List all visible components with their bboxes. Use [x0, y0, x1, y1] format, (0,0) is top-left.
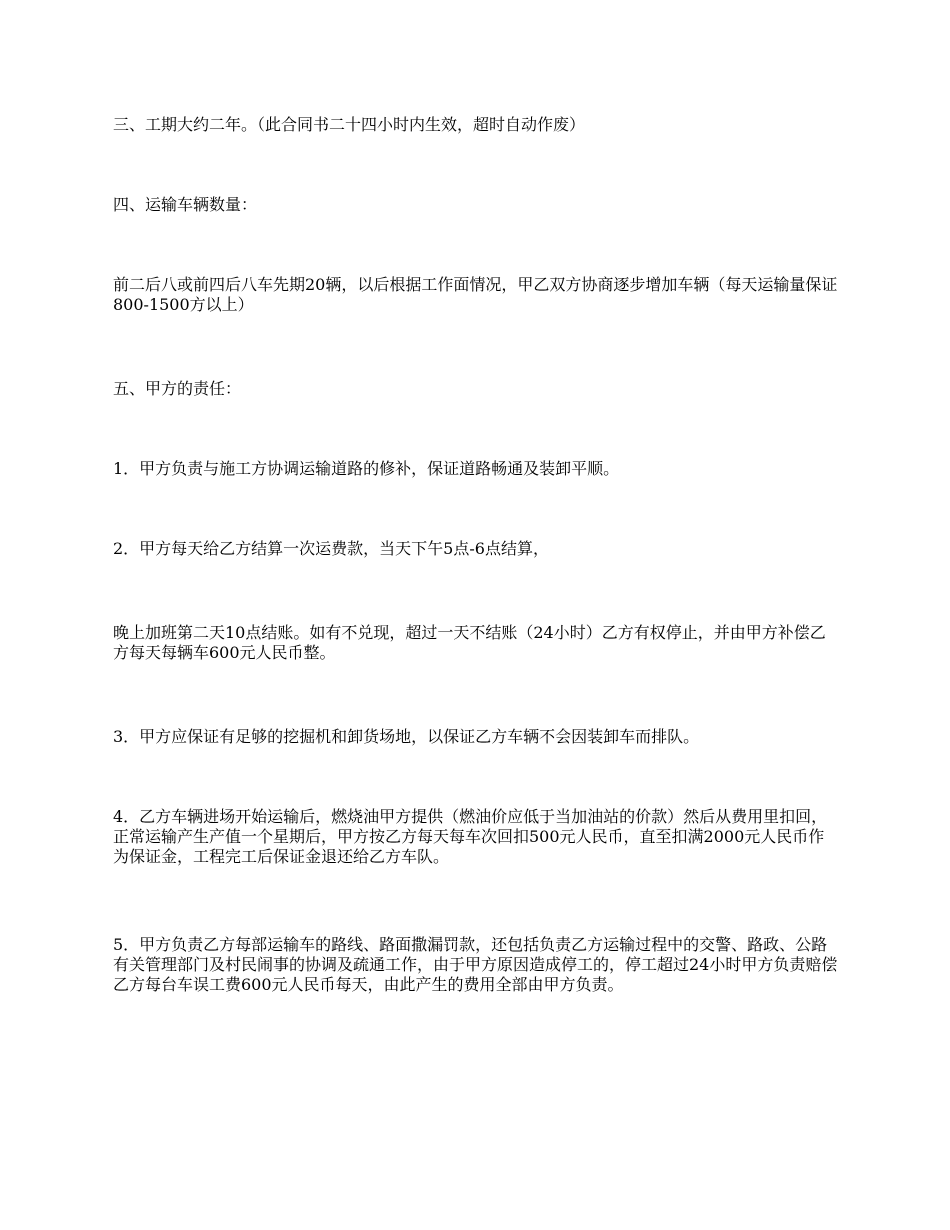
- clause-4-heading: 四、运输车辆数量：: [113, 195, 258, 214]
- clause-3-duration: 三、工期大约二年。（此合同书二十四小时内生效，超时自动作废）: [113, 115, 586, 134]
- clause-5-heading: 五、甲方的责任：: [113, 379, 242, 398]
- clause-5-item-5: 5．甲方负责乙方每部运输车的路线、路面撒漏罚款，还包括负责乙方运输过程中的交警、路政、公路有关管理部门及村民闹事的协调及疏通工作，由于甲方原因造成停工的，停工超过24小时甲方负责赔偿乙方每台车误工费600元人民币每天，由此产生的费用全部由甲方负责。: [113, 935, 838, 994]
- clause-5-item-4: 4．乙方车辆进场开始运输后，燃烧油甲方提供（燃油价应低于当加油站的价款）然后从费用里扣回，正常运输产生产值一个星期后，甲方按乙方每天每车次回扣500元人民币，直至扣满2000元人民币作为保证金，工程完工后保证金退还给乙方车队。: [113, 807, 828, 866]
- clause-5-item-2: 2．甲方每天给乙方结算一次运费款，当天下午5点-6点结算，: [113, 539, 549, 558]
- clause-5-item-2-continued: 晚上加班第二天10点结账。如有不兑现，超过一天不结账（24小时）乙方有权停止，并由甲方补偿乙方每天每辆车600元人民币整。: [113, 623, 826, 662]
- clause-5-item-1: 1．甲方负责与施工方协调运输道路的修补，保证道路畅通及装卸平顺。: [113, 459, 620, 478]
- vehicle-quantity-paragraph: 前二后八或前四后八车先期20辆，以后根据工作面情况，甲乙双方协商逐步增加车辆（每天运输量保证800-1500方以上）: [113, 275, 838, 314]
- clause-5-item-3: 3．甲方应保证有足够的挖掘机和卸货场地，以保证乙方车辆不会因装卸车而排队。: [113, 727, 700, 746]
